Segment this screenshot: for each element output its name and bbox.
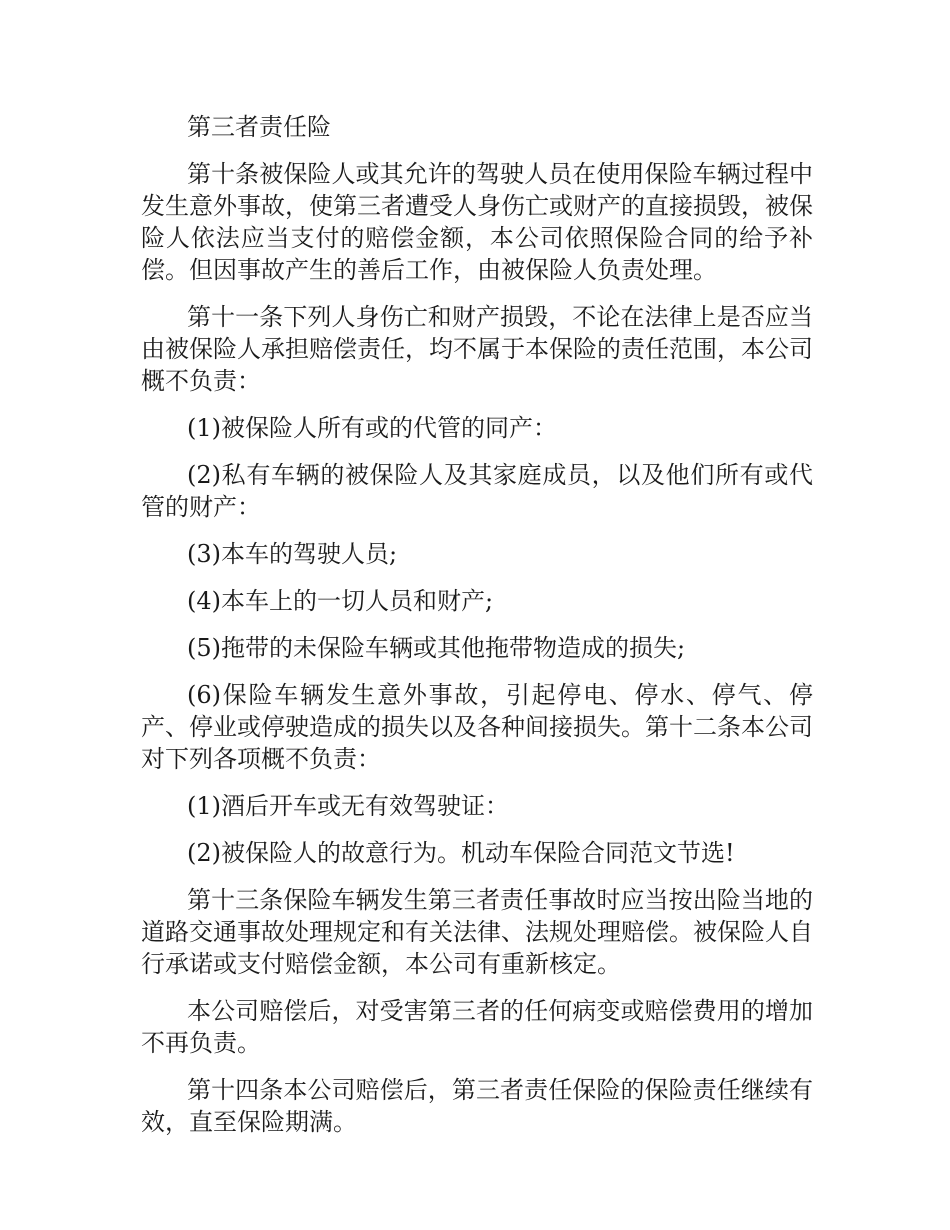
article-14: 第十四条本公司赔偿后，第三者责任保险的保险责任继续有效，直至保险期满。 — [141, 1076, 813, 1136]
list-item: (1)被保险人所有或的代管的同产： — [187, 414, 557, 442]
section-heading: 第三者责任险 — [187, 113, 331, 141]
article-10: 第十条被保险人或其允许的驾驶人员在使用保险车辆过程中发生意外事故，使第三者遭受人身伤亡或财产的直接损毁，被保险人依法应当支付的赔偿金额，本公司依照保险合同的给予补偿。但因事故产生的善后工作，由被保险人负责处理。 — [141, 160, 813, 284]
list-item: (6)保险车辆发生意外事故，引起停电、停水、停气、停产、停业或停驶造成的损失以及各种间接损失。第十二条本公司对下列各项概不负责： — [141, 681, 813, 773]
list-item: (2)被保险人的故意行为。机动车保险合同范文节选! — [187, 839, 735, 867]
list-item: (2)私有车辆的被保险人及其家庭成员，以及他们所有或代管的财产： — [141, 461, 813, 521]
list-item: (5)拖带的未保险车辆或其他拖带物造成的损失; — [187, 634, 686, 662]
article-11: 第十一条下列人身伤亡和财产损毁，不论在法律上是否应当由被保险人承担赔偿责任，均不属于本保险的责任范围，本公司概不负责： — [141, 303, 813, 395]
paragraph: 本公司赔偿后，对受害第三者的任何病变或赔偿费用的增加不再负责。 — [141, 997, 813, 1057]
document-body — [141, 111, 813, 1153]
article-13: 第十三条保险车辆发生第三者责任事故时应当按出险当地的道路交通事故处理规定和有关法律、法规处理赔偿。被保险人自行承诺或支付赔偿金额，本公司有重新核定。 — [141, 886, 813, 978]
list-item: (4)本车上的一切人员和财产; — [187, 587, 494, 615]
list-item: (3)本车的驾驶人员; — [187, 540, 398, 568]
list-item: (1)酒后开车或无有效驾驶证： — [187, 792, 509, 820]
